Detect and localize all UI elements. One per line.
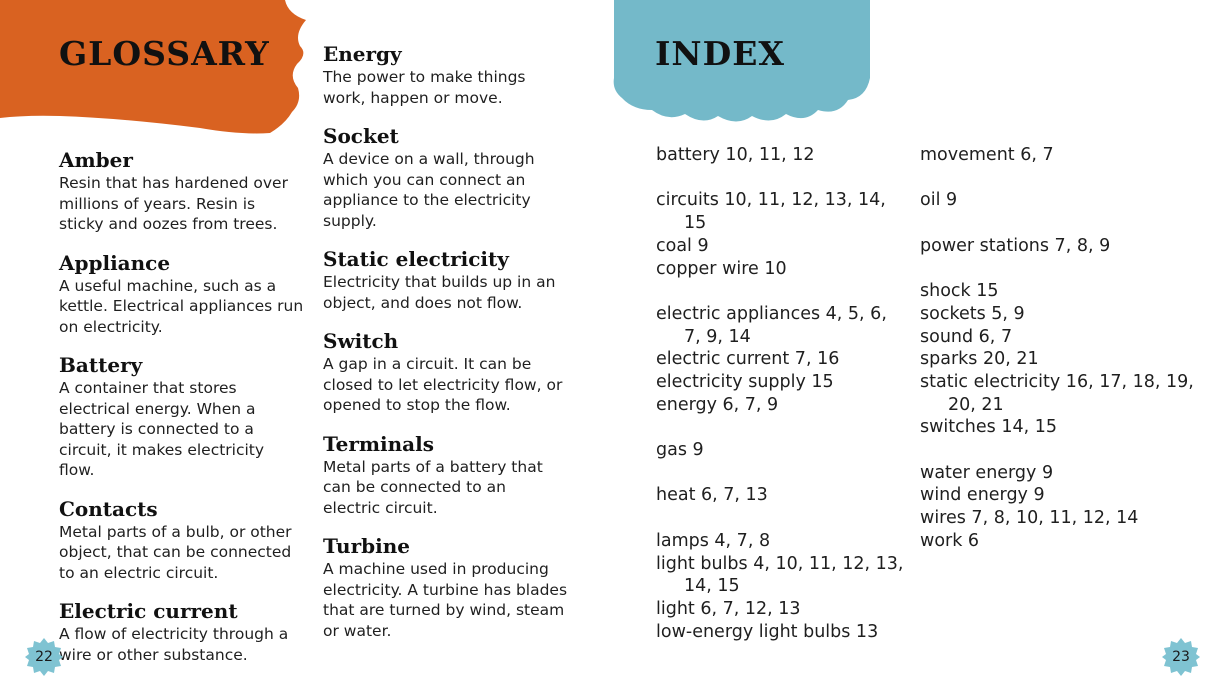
glossary-definition: A machine used in producing electricity. A turbine has blades that are turned by wind, steam or water. <box>323 560 568 640</box>
index-entry: circuits 10, 11, 12, 13, 14, 15 <box>656 190 886 234</box>
index-entry: electric appliances 4, 5, 6, 7, 9, 14 <box>656 303 887 347</box>
index-entry: water energy 9 <box>920 462 1054 483</box>
index-spacer <box>656 416 906 439</box>
index-entry: power stations 7, 8, 9 <box>920 235 1111 256</box>
glossary-column-1 <box>59 148 304 681</box>
glossary-term: Static electricity <box>323 247 509 271</box>
index-spacer <box>656 507 906 530</box>
index-spacer <box>920 257 1200 280</box>
glossary-definition: Electricity that builds up in an object, and does not flow. <box>323 273 556 312</box>
glossary-term: Turbine <box>323 534 410 558</box>
glossary-entry <box>59 599 304 665</box>
page-number-badge-left <box>24 637 64 677</box>
index-spacer <box>920 439 1200 462</box>
index-entry: wind energy 9 <box>920 485 1045 506</box>
index-entry: electric current 7, 16 <box>656 349 840 370</box>
index-entry: work 6 <box>920 530 980 551</box>
index-entry: movement 6, 7 <box>920 145 1054 165</box>
index-title: INDEX <box>655 34 785 73</box>
glossary-entry <box>323 247 568 313</box>
index-entry: copper wire 10 <box>656 258 787 279</box>
glossary-entry <box>323 329 568 416</box>
glossary-term: Electric current <box>59 599 238 623</box>
index-entry: electricity supply 15 <box>656 372 834 392</box>
glossary-term: Energy <box>323 42 402 66</box>
index-spacer <box>920 212 1200 235</box>
glossary-entry <box>323 42 568 108</box>
index-spacer <box>920 167 1200 190</box>
index-entry: light bulbs 4, 10, 11, 12, 13, 14, 15 <box>656 553 904 597</box>
glossary-term: Contacts <box>59 496 158 521</box>
glossary-term: Battery <box>59 353 143 377</box>
glossary-definition: A container that stores electrical energy. When a battery is connected to a circuit, it makes electricity flow. <box>59 379 265 479</box>
page-number: 23 <box>1172 649 1190 665</box>
glossary-entry <box>59 353 304 481</box>
index-spacer <box>656 462 906 485</box>
index-entry: wires 7, 8, 10, 11, 12, 14 <box>920 508 1139 529</box>
index-entry: coal 9 <box>656 235 709 256</box>
index-column-2 <box>920 144 1200 553</box>
glossary-term: Appliance <box>59 250 171 275</box>
glossary-definition: A flow of electricity through a wire or other substance. <box>59 625 289 664</box>
glossary-column-2 <box>323 42 568 657</box>
glossary-term: Terminals <box>323 431 434 456</box>
glossary-entry <box>323 124 568 231</box>
glossary-definition: A device on a wall, through which you can connect an appliance to the electricity supply. <box>323 150 535 230</box>
page-number: 22 <box>35 649 53 665</box>
glossary-definition: Metal parts of a battery that can be connected to an electric circuit. <box>323 457 543 517</box>
index-entry: battery 10, 11, 12 <box>656 145 815 165</box>
glossary-entry <box>59 497 304 584</box>
glossary-term: Socket <box>323 124 399 148</box>
index-spacer <box>656 280 906 303</box>
index-entry: light 6, 7, 12, 13 <box>656 598 801 619</box>
index-entry: energy 6, 7, 9 <box>656 394 779 415</box>
index-entry: static electricity 16, 17, 18, 19, 20, 21 <box>920 371 1194 415</box>
index-entry: oil 9 <box>920 190 958 211</box>
glossary-definition: A gap in a circuit. It can be closed to let electricity flow, or opened to stop the flow. <box>323 355 563 414</box>
glossary-title: GLOSSARY <box>59 34 270 73</box>
glossary-entry <box>323 534 568 641</box>
page-number-badge-right <box>1161 637 1201 677</box>
index-entry: low-energy light bulbs 13 <box>656 621 879 642</box>
glossary-entry <box>59 251 304 338</box>
glossary-entry <box>323 432 568 519</box>
glossary-term: Amber <box>59 148 133 172</box>
glossary-definition: Metal parts of a bulb, or other object, that can be connected to an electric circuit. <box>59 522 292 582</box>
glossary-entry <box>59 148 304 235</box>
index-entry: lamps 4, 7, 8 <box>656 530 771 551</box>
index-entry: shock 15 <box>920 281 999 302</box>
glossary-term: Switch <box>323 329 399 353</box>
index-entry: heat 6, 7, 13 <box>656 485 768 506</box>
index-column-1 <box>656 144 906 643</box>
index-entry: switches 14, 15 <box>920 417 1057 438</box>
index-entry: gas 9 <box>656 440 704 461</box>
glossary-definition: The power to make things work, happen or move. <box>323 68 526 107</box>
glossary-definition: A useful machine, such as a kettle. Electrical appliances run on electricity. <box>59 276 304 336</box>
index-entry: sockets 5, 9 <box>920 303 1025 324</box>
index-spacer <box>656 167 906 190</box>
glossary-definition: Resin that has hardened over millions of years. Resin is sticky and oozes from trees. <box>59 174 288 233</box>
index-entry: sparks 20, 21 <box>920 349 1039 370</box>
index-entry: sound 6, 7 <box>920 326 1013 347</box>
